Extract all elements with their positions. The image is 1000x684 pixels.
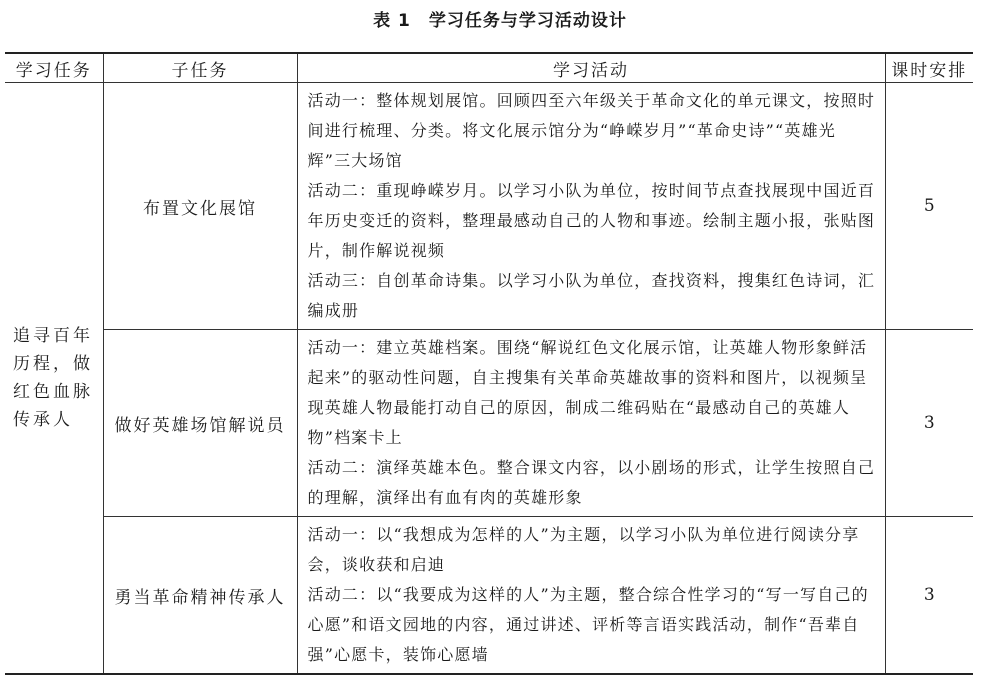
activity-item: 活动二：以“我要成为这样的人”为主题，整合综合性学习的“写一写自己的心愿”和语文园地的内容，通过讲述、评析等言语实践活动，制作“吾辈自强”心愿卡，装饰心愿墙: [307, 585, 869, 664]
activity-item: 活动一：以“我想成为怎样的人”为主题，以学习小队为单位进行阅读分享会，谈收获和启迪: [307, 525, 860, 574]
learning-task-cell: 追寻百年历程，做红色血脉传承人: [5, 83, 103, 675]
table-caption: [0, 4, 1000, 38]
activity-item: 活动二：演绎英雄本色。整合课文内容，以小剧场的形式，让学生按照自己的理解，演绎出有血有肉的英雄形象: [307, 458, 876, 507]
subtask-cell: 勇当革命精神传承人: [103, 517, 297, 675]
activity-item: 活动一：整体规划展馆。回顾四至六年级关于革命文化的单元课文，按照时间进行梳理、分类。将文化展示馆分为“峥嵘岁月”“革命史诗”“英雄光辉”三大场馆: [307, 91, 876, 170]
activities-cell: [297, 83, 885, 330]
table-title: 学习任务与学习活动设计: [428, 11, 627, 31]
activities-cell: [297, 517, 885, 675]
header-subtask: 子任务: [103, 53, 297, 83]
activity-item: 活动三：自创革命诗集。以学习小队为单位，查找资料，搜集红色诗词，汇编成册: [307, 271, 876, 320]
header-learning-task: 学习任务: [5, 53, 103, 83]
header-learning-activity: 学习活动: [297, 53, 885, 83]
activities-cell: [297, 330, 885, 517]
table-row: [5, 330, 973, 517]
table-number: 表 1: [373, 11, 411, 31]
subtask-cell: 布置文化展馆: [103, 83, 297, 330]
activity-item: 活动一：建立英雄档案。围绕“解说红色文化展示馆，让英雄人物形象鲜活起来”的驱动性问题，自主搜集有关革命英雄故事的资料和图片，以视频呈现英雄人物最能打动自己的原因，制成二维码贴在“最感动自己的英雄人物”档案卡上: [307, 338, 868, 447]
header-row: [5, 53, 973, 83]
hours-cell: 3: [885, 517, 973, 675]
hours-cell: 3: [885, 330, 973, 517]
table-row: [5, 517, 973, 675]
hours-cell: 5: [885, 83, 973, 330]
header-class-hours: 课时安排: [885, 53, 973, 83]
subtask-cell: 做好英雄场馆解说员: [103, 330, 297, 517]
activity-design-table: [5, 52, 973, 675]
table-row: [5, 83, 973, 330]
activity-item: 活动二：重现峥嵘岁月。以学习小队为单位，按时间节点查找展现中国近百年历史变迁的资料，整理最感动自己的人物和事迹。绘制主题小报，张贴图片，制作解说视频: [307, 181, 876, 260]
